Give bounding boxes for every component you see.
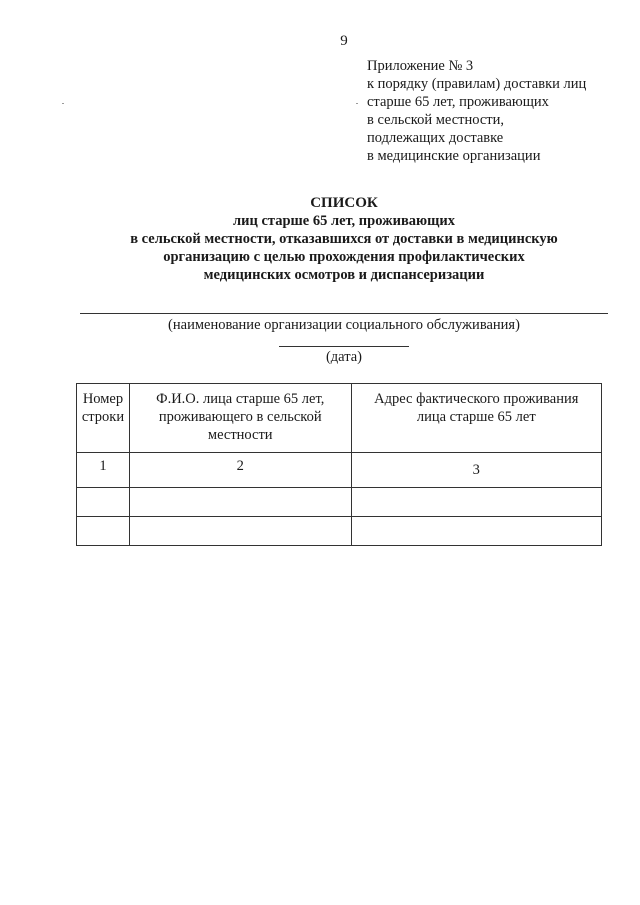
header-address [351, 384, 601, 453]
table-header-row [77, 384, 602, 453]
organization-caption: (наименование организации социального обслуживания) [168, 317, 520, 333]
date-underline [279, 346, 409, 347]
header-line: лица старше 65 лет [416, 409, 536, 425]
appendix-line: к порядку (правилам) доставки лиц [367, 76, 587, 92]
header-line: строки [81, 409, 125, 425]
scan-speck [356, 103, 358, 104]
date-caption: (дата) [325, 349, 363, 365]
appendix-line: подлежащих доставке [367, 130, 504, 146]
table-cell[interactable] [129, 488, 351, 517]
title-main: СПИСОК [310, 195, 378, 211]
table-row [77, 488, 602, 517]
table-cell[interactable] [351, 488, 601, 517]
header-line: Номер [82, 391, 124, 407]
column-number: 1 [77, 453, 130, 488]
column-number: 2 [129, 453, 351, 488]
title-line: медицинских осмотров и диспансеризации [203, 267, 485, 283]
appendix-note [367, 57, 586, 165]
header-line: Адрес фактического проживания [374, 391, 579, 407]
table-cell[interactable] [77, 488, 130, 517]
appendix-line: Приложение № 3 [367, 58, 474, 74]
column-number-row [77, 453, 602, 488]
appendix-line: в сельской местности, [367, 112, 505, 128]
organization-underline [80, 313, 608, 314]
appendix-line: в медицинские организации [367, 148, 541, 164]
table-cell[interactable] [351, 517, 601, 546]
header-line: Ф.И.О. лица старше 65 лет, [156, 391, 325, 407]
refusal-list-table [76, 383, 602, 546]
table-cell[interactable] [77, 517, 130, 546]
table-row [77, 517, 602, 546]
header-row-number [77, 384, 130, 453]
scan-speck [62, 103, 64, 104]
title-line: лиц старше 65 лет, проживающих [233, 213, 455, 229]
page-number: 9 [340, 33, 348, 49]
appendix-line: старше 65 лет, проживающих [367, 94, 549, 110]
title-line: в сельской местности, отказавшихся от доставки в медицинскую [130, 231, 558, 247]
column-number: 3 [351, 453, 601, 488]
document-title [80, 194, 608, 284]
title-line: организацию с целью прохождения профилактических [163, 249, 525, 265]
header-full-name [129, 384, 351, 453]
header-line: проживающего в сельской [158, 409, 322, 425]
header-line: местности [207, 427, 273, 443]
table-cell[interactable] [129, 517, 351, 546]
